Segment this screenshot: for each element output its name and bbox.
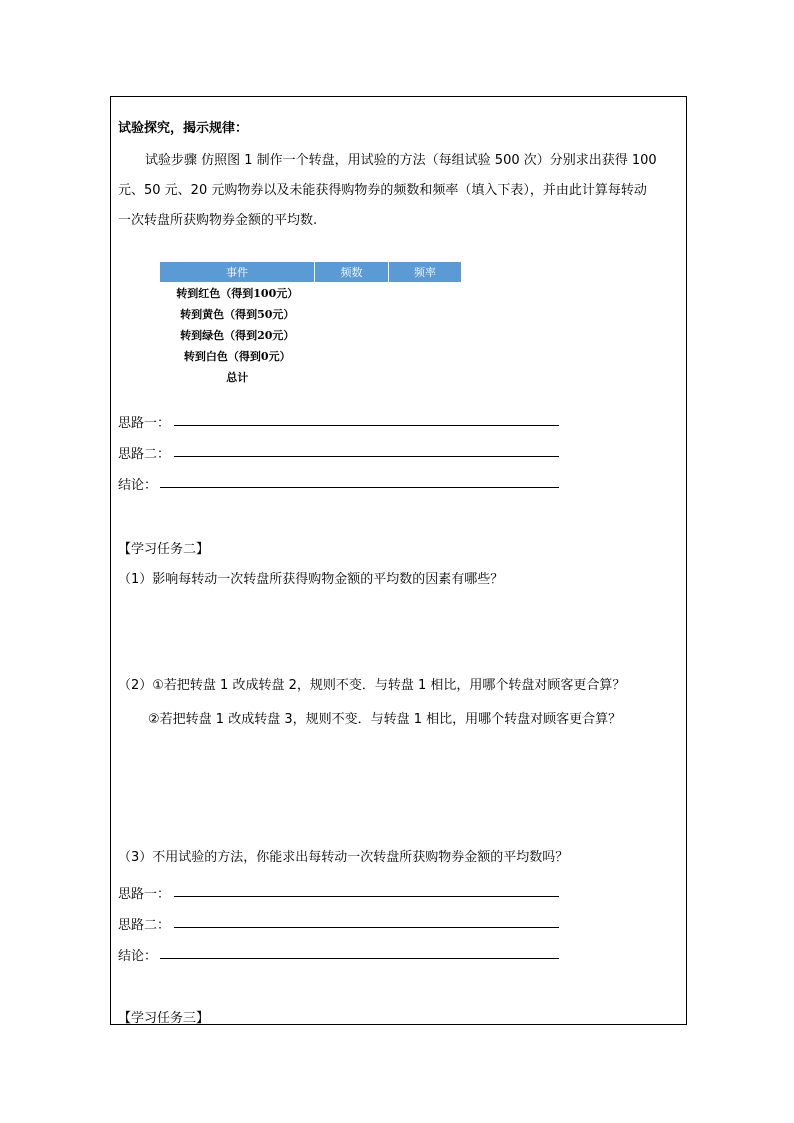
event-cell: 转到红色（得到100元） [176,286,299,300]
conclusion-answer-line-2[interactable] [160,958,559,959]
idea-two-label: 思路二： [118,447,171,462]
conclusion-label-2: 结论： [118,949,158,964]
table-row [160,366,461,387]
table-row [160,345,461,366]
rate-cell[interactable] [389,345,462,366]
event-cell: 转到白色（得到0元） [183,349,291,363]
conclusion-answer-line[interactable] [160,487,559,488]
rate-cell[interactable] [389,324,462,345]
event-cell: 转到黄色（得到50元） [180,307,295,321]
question-two-a: （2）①若把转盘 1 改成转盘 2，规则不变．与转盘 1 相比，用哪个转盘对顾客更合算？ [118,678,626,693]
header-event: 事件 [160,262,315,282]
count-cell[interactable] [315,282,389,303]
rate-cell[interactable] [389,303,462,324]
table-row [160,282,461,303]
idea-two-answer-line-2[interactable] [174,927,559,928]
paragraph-line-2: 元、50 元、20 元购物券以及未能获得购物券的频数和频率（填入下表），并由此计算每转动 [118,183,647,198]
header-frequency-count: 频数 [315,262,389,282]
paragraph-line-3: 一次转盘所获购物券金额的平均数. [118,213,318,228]
count-cell[interactable] [315,303,389,324]
paragraph-line-1: 试验步骤 仿照图 1 制作一个转盘，用试验的方法（每组试验 500 次）分别求出获得 100 [145,153,657,168]
idea-two-answer-line[interactable] [174,456,559,457]
table-row [160,303,461,324]
section-heading: 试验探究，揭示规律： [118,121,249,136]
table-header-row [160,262,461,282]
rate-cell[interactable] [389,366,462,387]
event-cell: 转到绿色（得到20元） [180,328,295,342]
task-two-title: 【学习任务二】 [118,542,210,557]
count-cell[interactable] [315,324,389,345]
event-cell: 总计 [226,370,249,384]
header-frequency-rate: 频率 [389,262,462,282]
count-cell[interactable] [315,345,389,366]
idea-one-label-2: 思路一： [118,887,171,902]
conclusion-label: 结论： [118,478,158,493]
question-three: （3）不用试验的方法，你能求出每转动一次转盘所获购物券金额的平均数吗？ [118,850,569,865]
idea-one-answer-line-2[interactable] [174,896,559,897]
idea-one-answer-line[interactable] [174,425,559,426]
question-one: （1）影响每转动一次转盘所获得购物金额的平均数的因素有哪些？ [118,572,504,587]
table-row [160,324,461,345]
rate-cell[interactable] [389,282,462,303]
idea-one-label: 思路一： [118,416,171,431]
question-two-b: ②若把转盘 1 改成转盘 3，规则不变．与转盘 1 相比，用哪个转盘对顾客更合算？ [148,712,622,727]
count-cell[interactable] [315,366,389,387]
task-three-title: 【学习任务三】 [118,1011,210,1026]
idea-two-label-2: 思路二： [118,918,171,933]
frequency-table [160,262,461,387]
